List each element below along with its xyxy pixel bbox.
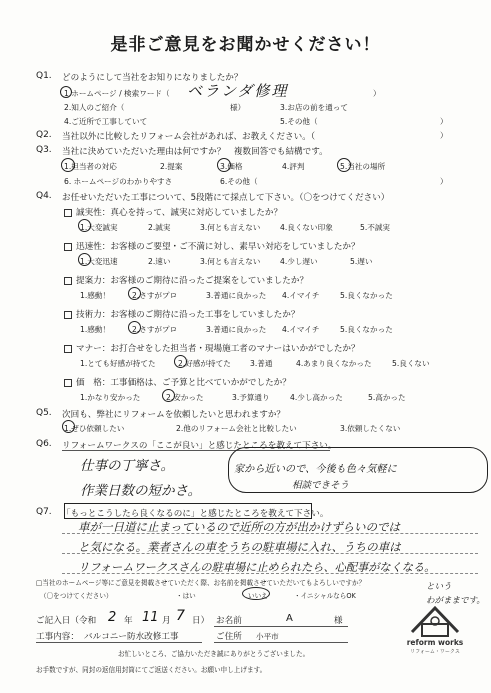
q1-option-2-suffix: 様） — [230, 103, 246, 112]
answer-circle — [78, 253, 91, 266]
q4-option: 5.良くない — [392, 359, 430, 368]
date-month: 11 — [142, 610, 159, 625]
q4-item-label: マナー：お打合せをした担当者・現場施工者のマナーはいかがでしたか？ — [76, 344, 360, 354]
checkbox — [64, 311, 72, 319]
q1-option-5: 5.その他（ — [280, 117, 318, 126]
q5-question: 次回も、弊社にリフォームを依頼したいと思われますか？ — [62, 410, 286, 420]
consent-instruction: （〇をつけてください） — [40, 592, 113, 600]
q3-option-5: 5.当社の場所 — [340, 162, 386, 171]
q4-option: 2.さすがプロ — [132, 325, 178, 334]
q4-option: 2.速い — [148, 257, 171, 266]
q4-question: お任せいただいた工事について、5段階にて採点して下さい。（〇をつけてください） — [62, 193, 390, 203]
q4-option: 4.少し高かった — [290, 393, 343, 402]
q4-option: 1.感動！ — [80, 325, 111, 334]
q4-option: 3.普通に良かった — [206, 291, 267, 300]
work-label: 工事内容： — [36, 632, 79, 642]
logo-text: reform works — [406, 638, 464, 647]
date-day-unit: 日） — [192, 616, 210, 626]
q4-option: 3.普通 — [250, 359, 273, 368]
date-month-unit: 月 — [162, 616, 171, 626]
answer-circle — [162, 389, 175, 402]
question-box — [64, 503, 312, 519]
q4-option: 5.良くなかった — [340, 325, 393, 334]
q6-answer-line-4: 相談できそう — [292, 480, 350, 491]
date-year-unit: 年 — [124, 616, 133, 626]
q3-option-4: 4.評判 — [282, 162, 305, 171]
checkbox — [64, 345, 72, 353]
q4-option: 5.良くなかった — [340, 291, 393, 300]
q4-option: 1.とても好感が持てた — [80, 359, 156, 368]
q7-side-note-1: という — [426, 582, 452, 592]
q4-item-label: 価 格：工事価格は、ご予算と比べていかがでしたか？ — [76, 378, 291, 388]
address-label: ご住所 — [216, 632, 242, 642]
ruled-line — [62, 573, 478, 574]
answer-circle — [128, 287, 141, 300]
q1-number: Q1. — [36, 71, 52, 81]
consent-no: いいえ — [248, 592, 268, 600]
q6-answer-line-1: 仕事の丁寧さ。 — [80, 458, 174, 474]
q3-option-1: 1.担当者の対応 — [64, 162, 117, 171]
q7-number: Q7. — [36, 507, 52, 517]
answer-circle — [337, 158, 351, 172]
q1-option-4: 4.ご近所で工事していて — [64, 117, 148, 126]
q4-option: 2.さすがプロ — [132, 291, 178, 300]
q6-answer-line-2: 作業日数の短かさ。 — [80, 483, 201, 499]
q4-option: 5.高かった — [368, 393, 406, 402]
q6-answer-line-3: 家から近いので、今後も色々気軽に — [234, 464, 397, 475]
q4-item-label: 迅速性：お客様のご要望・ご不満に対し、素早い対応をしていましたか？ — [76, 242, 360, 252]
q5-option-3: 3.依頼したくない — [340, 424, 401, 433]
q4-option: 5.不誠実 — [360, 223, 391, 232]
answer-circle — [242, 587, 270, 600]
q4-option: 1.かなり安かった — [80, 393, 141, 402]
q4-option: 3.予算通り — [232, 393, 270, 402]
bracket-close: ） — [440, 117, 448, 126]
answer-circle — [174, 355, 187, 368]
consent-yes: ・はい — [176, 592, 196, 600]
page-title: 是非ご意見をお聞かせください！ — [110, 35, 381, 55]
q4-option: 4.イマイチ — [282, 325, 320, 334]
q4-item-label: 提案力：お客様のご期待に沿ったご提案をしていましたか？ — [76, 276, 309, 286]
q4-option: 3.普通に良かった — [206, 325, 267, 334]
work-value: バルコニー防水改修工事 — [84, 632, 179, 642]
answer-circle — [61, 158, 75, 172]
q4-item-label: 技術力：お客様のご期待に沿った工事をしていましたか？ — [76, 310, 300, 320]
answer-circle — [62, 420, 75, 433]
q4-option: 3.何とも言えない — [200, 223, 261, 232]
reform-works-logo — [400, 600, 470, 656]
q2-question: 当社以外に比較したリフォーム会社があれば、お教えください。（ — [62, 132, 316, 142]
q7-answer-line-3: リフォームワークスさんの駐車場に止められたら、心配事がなくなる。 — [78, 561, 436, 574]
q1-option-2: 2.知人のご紹介（ — [64, 103, 125, 112]
q4-option: 4.少し遅い — [280, 257, 318, 266]
q3-option-7: 6.その他（ — [220, 177, 258, 186]
name-suffix: 様 — [334, 616, 343, 626]
date-year: 2 — [108, 610, 117, 625]
q4-item-label: 誠実性：真心を持って、誠実に対応していましたか？ — [76, 208, 283, 218]
name-value: A — [286, 613, 293, 624]
return-request: お手数ですが、同封の返信用封筒にてご返送ください。お願い申し上げます。 — [36, 666, 267, 674]
checkbox — [64, 243, 72, 251]
q6-number: Q6. — [36, 439, 52, 449]
checkbox — [64, 379, 72, 387]
logo-subtext: リフォーム・ワークス — [410, 649, 460, 655]
q1-search-word: ベランダ修理 — [187, 82, 289, 100]
date-label: ご記入日（令和 — [36, 616, 97, 626]
house-logo-icon — [400, 600, 470, 640]
q4-option: 2.好感が持てた — [178, 359, 231, 368]
q4-option: 1.大変誠実 — [80, 223, 118, 232]
q3-question: 当社に決めていただいた理由は何ですか？ 複数回答でも結構です。 — [62, 147, 328, 157]
q6-question: リフォームワークスの「ここが良い」と感じたところを教えて下さい。 — [62, 441, 337, 451]
q4-option: 4.イマイチ — [282, 291, 320, 300]
q7-answer-line-1: 車が一日道に止まっているので近所の方が出かけずらいのでは — [78, 520, 400, 534]
thanks-message: お忙しいところ、ご協力いただき誠にありがとうございました。 — [118, 650, 310, 658]
answer-circle — [217, 158, 231, 172]
checkbox — [64, 209, 72, 217]
underline — [36, 642, 202, 643]
q4-option: 3.何とも言えない — [200, 257, 261, 266]
q7-question: 「もっとこうしたら良くなるのに」と感じたところを教えて下さい。 — [62, 509, 329, 519]
ruled-line — [62, 553, 478, 554]
q5-number: Q5. — [36, 408, 52, 418]
q1-question: どのようにして当社をお知りになりましたか？ — [62, 73, 243, 83]
q3-number: Q3. — [36, 145, 52, 155]
q3-option-6: 6. ホームページのわかりやすさ — [64, 177, 173, 186]
q4-option: 2.誠実 — [148, 223, 171, 232]
q3-option-3: 3.価格 — [220, 162, 243, 171]
q1-option-3: 3.お店の前を通って — [280, 103, 348, 112]
q4-option: 4.良くない印象 — [280, 223, 333, 232]
address-value: 小平市 — [256, 632, 279, 641]
underline — [214, 642, 348, 643]
q7-answer-line-2: と気になる。業者さんの車をうちの駐車場に入れ、うちの車は — [78, 540, 401, 554]
bracket-close: ） — [373, 89, 381, 98]
q4-option: 5.遅い — [350, 257, 373, 266]
q4-number: Q4. — [36, 191, 52, 201]
consent-initial: ・イニシャルならOK — [294, 592, 356, 600]
answer-circle — [128, 321, 141, 334]
consent-question: □当社のホームページ等にご意見を掲載させていただく際、お名前を掲載させていただいてもよろしいですか？ — [36, 579, 366, 587]
name-label: お名前 — [216, 616, 242, 626]
q5-option-2: 2.他のリフォーム会社と比較したい — [176, 424, 297, 433]
date-day: 7 — [176, 608, 185, 624]
underline — [214, 626, 348, 627]
q1-option-1: 1.ホームページ / 検索ワード（ — [64, 89, 170, 98]
q4-option: 1.感動！ — [80, 291, 111, 300]
answer-circle — [78, 219, 91, 232]
checkbox — [64, 277, 72, 285]
handwritten-outline — [228, 447, 488, 493]
bracket-close: ） — [440, 177, 448, 186]
q4-option: 1.大変迅速 — [80, 257, 118, 266]
q5-option-1: 1.ぜひ依頼したい — [64, 424, 125, 433]
q4-option: 2.安かった — [166, 393, 204, 402]
bracket-close: ） — [440, 131, 448, 140]
ruled-line — [62, 533, 478, 534]
q7-side-note-2: わがままです。 — [426, 596, 485, 606]
q4-option: 4.あまり良くなかった — [296, 359, 372, 368]
q2-number: Q2. — [36, 130, 52, 140]
q3-option-2: 2.提案 — [160, 162, 183, 171]
